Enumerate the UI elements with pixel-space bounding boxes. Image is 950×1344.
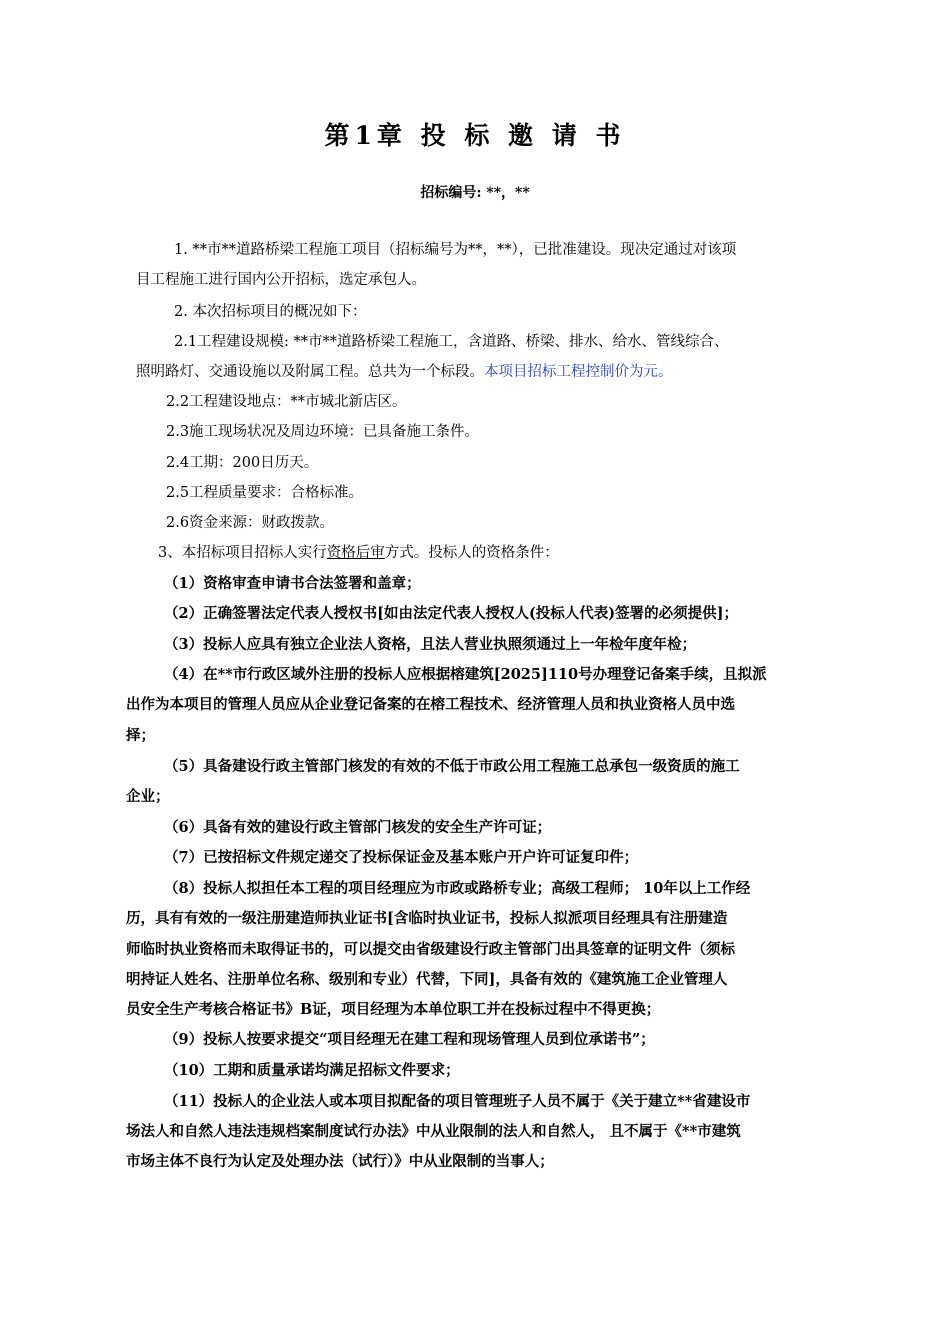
- req-1: （1）资格审查申请书合法签署和盖章；: [164, 575, 421, 592]
- para-2-1-line-2: [136, 362, 673, 382]
- req-9: （9）投标人按要求提交“项目经理无在建工程和现场管理人员到位承诺书”；: [164, 1031, 655, 1048]
- req-4-line-1: （4）在**市行政区域外注册的投标人应根据榕建筑[2025]110号办理登记备案手续，且拟派: [164, 666, 767, 683]
- para-1-line-1: 1. **市**道路桥梁工程施工项目（招标编号为**，**），已批准建设。现决定通过对该项: [174, 242, 737, 258]
- para-2-1-text: 照明路灯、交通设施以及附属工程。总共为一个标段。: [136, 364, 484, 380]
- bid-number: 招标编号: **，**: [420, 185, 530, 201]
- para-2-1-line-1: 2.1工程建设规模: **市**道路桥梁工程施工，含道路、桥梁、排水、给水、管线综合、: [174, 334, 729, 350]
- para-3-text-b: 方式。投标人的资格条件：: [384, 545, 559, 561]
- req-4-line-3: 择；: [126, 727, 155, 744]
- control-price-note: 本项目招标工程控制价为元。: [484, 364, 673, 380]
- para-2-5: 2.5工程质量要求：合格标准。: [166, 485, 364, 501]
- req-10: （10）工期和质量承诺均满足招标文件要求；: [164, 1062, 460, 1079]
- req-3: （3）投标人应具有独立企业法人资格，且法人营业执照须通过上一年检年度年检；: [164, 636, 697, 653]
- req-8-line-3: 师临时执业资格而未取得证书的，可以提交由省级建设行政主管部门出具签章的证明文件（须标: [126, 941, 735, 958]
- para-2: 2. 本次招标项目的概况如下：: [174, 304, 367, 320]
- para-1-line-2: 目工程施工进行国内公开招标，选定承包人。: [136, 272, 426, 288]
- req-8-line-4: 明持证人姓名、注册单位名称、级别和专业）代替，下同]，具备有效的《建筑施工企业管理人: [126, 971, 728, 988]
- req-4-line-2: 出作为本项目的管理人员应从企业登记备案的在榕工程技术、经济管理人员和执业资格人员中选: [126, 696, 735, 713]
- para-2-6: 2.6资金来源：财政拨款。: [166, 515, 335, 531]
- para-2-2: 2.2工程建设地点：**市城北新店区。: [166, 394, 407, 410]
- req-5-line-2: 企业；: [126, 788, 170, 805]
- req-5-line-1: （5）具备建设行政主管部门核发的有效的不低于市政公用工程施工总承包一级资质的施工: [164, 758, 740, 775]
- para-2-3: 2.3施工现场状况及周边环境：已具备施工条件。: [166, 424, 480, 440]
- chapter-title: 第1章 投 标 邀 请 书: [324, 121, 626, 150]
- req-11-line-3: 市场主体不良行为认定及处理办法（试行）》中从业限制的当事人；: [126, 1153, 554, 1170]
- req-7: （7）已按招标文件规定递交了投标保证金及基本账户开户许可证复印件；: [164, 849, 639, 866]
- req-8-line-5: 员安全生产考核合格证书》B证，项目经理为本单位职工并在投标过程中不得更换；: [126, 1001, 661, 1018]
- para-3: [158, 543, 559, 563]
- req-8-line-1: （8）投标人拟担任本工程的项目经理应为市政或路桥专业；高级工程师； 10年以上工作经: [164, 880, 751, 897]
- req-11-line-2: 场法人和自然人违法违规档案制度试行办法》中从业限制的法人和自然人， 且不属于《**市建筑: [126, 1123, 741, 1140]
- req-6: （6）具备有效的建设行政主管部门核发的安全生产许可证；: [164, 819, 552, 836]
- para-2-4: 2.4工期：200日历天。: [166, 455, 319, 471]
- req-2: （2）正确签署法定代表人授权书[如由法定代表人授权人(投标人代表)签署的必须提供]；: [164, 605, 739, 622]
- post-qualification-term: 资格后审: [326, 545, 385, 561]
- req-8-line-2: 历，具有有效的一级注册建造师执业证书[含临时执业证书，投标人拟派项目经理具有注册建造: [126, 910, 728, 927]
- req-11-line-1: （11）投标人的企业法人或本项目拟配备的项目管理班子人员不属于《关于建立**省建设市: [164, 1093, 751, 1110]
- para-3-text-a: 3、本招标项目招标人实行: [158, 545, 327, 561]
